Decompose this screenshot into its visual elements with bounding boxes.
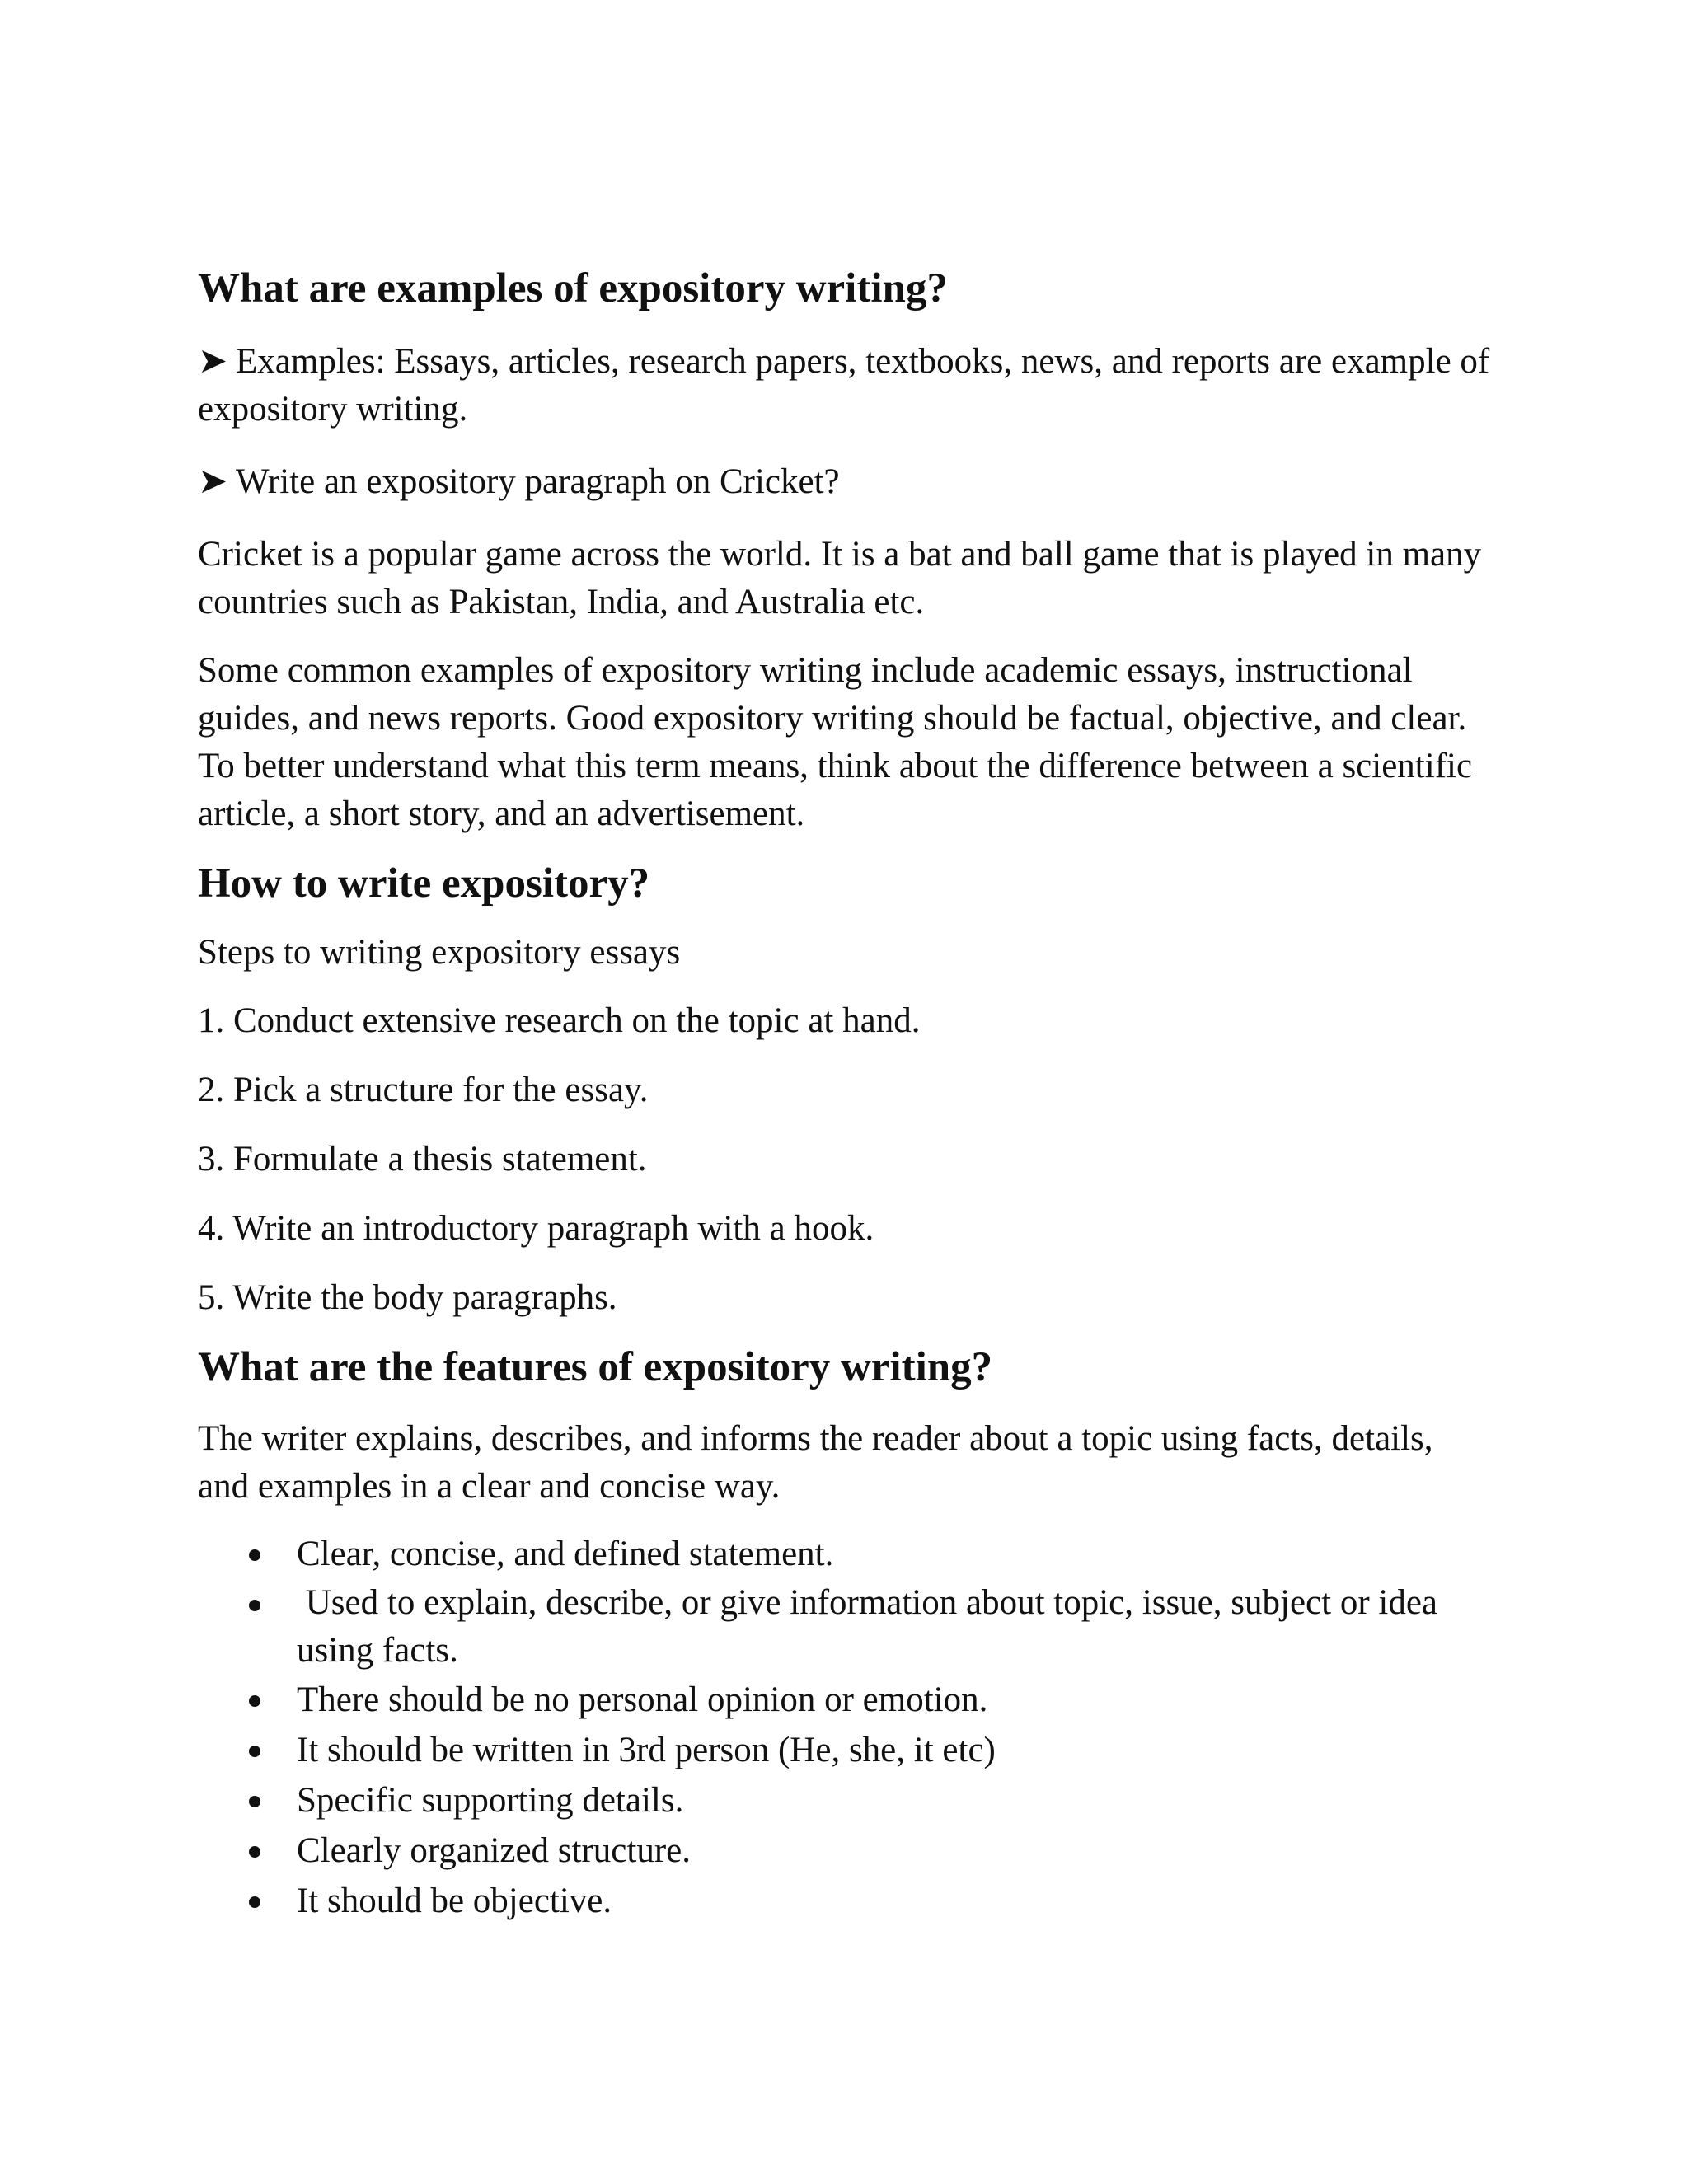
- examples-item: [198, 338, 1492, 434]
- arrow-bullet-icon: ➤: [198, 342, 228, 381]
- list-item: It should be written in 3rd person (He, she, it etc): [198, 1725, 1492, 1775]
- step-item: 4. Write an introductory paragraph with a hook.: [198, 1209, 874, 1248]
- bullet-dot-icon: [249, 1896, 260, 1908]
- cricket-paragraph: Cricket is a popular game across the world. It is a bat and ball game that is played in many countries such as Pakistan, India, and Australia etc.: [198, 535, 1482, 621]
- features-list: [198, 1529, 1492, 1926]
- features-intro: The writer explains, describes, and informs the reader about a topic using facts, details, and examples in a clear and concise way.: [198, 1419, 1433, 1506]
- bullet-dot-icon: [249, 1695, 260, 1707]
- common-examples-paragraph: Some common examples of expository writing include academic essays, instructional guides, and news reports. Good expository writing should be factual, objective, and clear. To better understand what this term means, think about the difference between a scientific article, a short story, and an advertisement.: [198, 651, 1473, 833]
- heading-features: What are the features of expository writing?: [198, 1344, 993, 1390]
- list-item: Used to explain, describe, or give information about topic, issue, subject or idea using facts.: [198, 1579, 1492, 1675]
- examples-text: Examples: Essays, articles, research papers, textbooks, news, and reports are example of expository writing.: [198, 342, 1490, 429]
- prompt-item: [198, 458, 1492, 506]
- list-item: Clear, concise, and defined statement.: [198, 1529, 1492, 1579]
- bullet-dot-icon: [249, 1796, 260, 1807]
- step-item: 1. Conduct extensive research on the topic at hand.: [198, 1001, 921, 1040]
- heading-how-to-write: How to write expository?: [198, 860, 650, 907]
- list-item: Specific supporting details.: [198, 1775, 1492, 1825]
- list-item: It should be objective.: [198, 1876, 1492, 1926]
- step-item: 5. Write the body paragraphs.: [198, 1278, 617, 1317]
- bullet-dot-icon: [249, 1846, 260, 1858]
- step-item: 3. Formulate a thesis statement.: [198, 1140, 647, 1179]
- steps-intro: Steps to writing expository essays: [198, 933, 681, 972]
- step-item: 2. Pick a structure for the essay.: [198, 1071, 649, 1109]
- bullet-dot-icon: [249, 1746, 260, 1757]
- bullet-dot-icon: [249, 1600, 260, 1611]
- list-item: Clearly organized structure.: [198, 1825, 1492, 1876]
- document-page: [198, 264, 1492, 1926]
- bullet-dot-icon: [249, 1549, 260, 1561]
- heading-examples: What are examples of expository writing?: [198, 265, 948, 312]
- list-item: There should be no personal opinion or emotion.: [198, 1675, 1492, 1725]
- prompt-text: Write an expository paragraph on Cricket?: [236, 462, 840, 501]
- arrow-bullet-icon: ➤: [198, 462, 228, 501]
